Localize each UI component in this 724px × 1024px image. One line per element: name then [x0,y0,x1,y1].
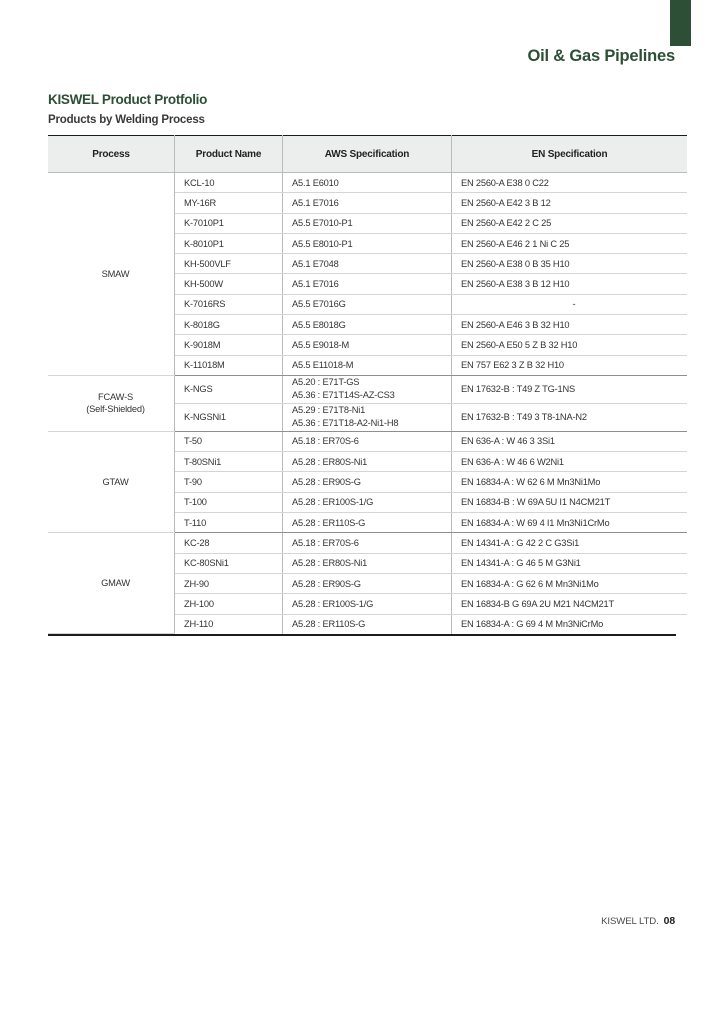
product-name-cell: T-90 [175,472,283,492]
en-specification-cell: EN 14341-A : G 42 2 C G3Si1 [452,533,688,553]
column-header-aws: AWS Specification [283,136,452,173]
product-name-cell: KH-500VLF [175,254,283,274]
aws-specification-cell: A5.5 E8018G [283,315,452,335]
aws-specification-cell: A5.28 : ER80S-Ni1 [283,553,452,573]
table-row [48,173,687,193]
aws-specification-cell: A5.5 E7016G [283,294,452,314]
aws-specification-cell: A5.28 : ER100S-1/G [283,492,452,512]
aws-specification-cell: A5.1 E6010 [283,173,452,193]
product-name-cell: T-50 [175,431,283,451]
product-name-cell: K-7016RS [175,294,283,314]
aws-specification-cell: A5.28 : ER110S-G [283,614,452,634]
aws-specification-cell: A5.5 E8010-P1 [283,233,452,253]
page-header [0,0,724,80]
product-name-cell: T-110 [175,513,283,533]
en-specification-cell: EN 2560-A E38 0 B 35 H10 [452,254,688,274]
product-name-cell: K-9018M [175,335,283,355]
section-subtitle: Products by Welding Process [48,114,205,126]
process-label: GMAW [101,578,130,589]
en-specification-cell: EN 16834-A : W 69 4 I1 Mn3Ni1CrMo [452,513,688,533]
product-name-cell: KCL-10 [175,173,283,193]
en-specification-cell: EN 16834-A : W 62 6 M Mn3Ni1Mo [452,472,688,492]
en-specification-cell: EN 16834-A : G 62 6 M Mn3Ni1Mo [452,573,688,593]
en-specification-cell: EN 2560-A E38 0 C22 [452,173,688,193]
table-head [48,136,687,173]
en-specification-cell: EN 757 E62 3 Z B 32 H10 [452,355,688,375]
page-title: Oil & Gas Pipelines [527,47,675,65]
en-specification-cell: - [452,294,688,314]
product-name-cell: T-80SNi1 [175,452,283,472]
en-specification-cell: EN 14341-A : G 46 5 M G3Ni1 [452,553,688,573]
product-name-cell: ZH-90 [175,573,283,593]
en-specification-cell: EN 2560-A E42 3 B 12 [452,193,688,213]
en-specification-cell: EN 17632-B : T49 Z TG-1NS [452,375,688,403]
table-row [48,375,687,403]
product-name-cell: K-8010P1 [175,233,283,253]
en-specification-cell: EN 2560-A E46 2 1 Ni C 25 [452,233,688,253]
product-name-cell: K-7010P1 [175,213,283,233]
table-header-row [48,136,687,173]
aws-specification-cell: A5.28 : ER80S-Ni1 [283,452,452,472]
aws-specification-cell: A5.28 : ER100S-1/G [283,594,452,614]
process-cell [48,375,175,431]
aws-specification-cell: A5.5 E7010-P1 [283,213,452,233]
en-specification-cell: EN 636-A : W 46 3 3Si1 [452,431,688,451]
page-footer [0,916,675,927]
corner-accent-tab [670,0,691,46]
product-name-cell: KC-80SNi1 [175,553,283,573]
footer-company: KISWEL LTD. [601,916,659,927]
product-name-cell: KC-28 [175,533,283,553]
product-name-cell: T-100 [175,492,283,512]
process-label: FCAW-S [98,391,133,402]
footer-page-number: 08 [663,916,675,927]
process-label: GTAW [102,476,129,487]
product-name-cell: ZH-110 [175,614,283,634]
process-cell [48,431,175,532]
en-specification-cell: EN 636-A : W 46 6 W2Ni1 [452,452,688,472]
table-row [48,533,687,553]
en-specification-cell: EN 16834-B : W 69A 5U I1 N4CM21T [452,492,688,512]
aws-specification-cell: A5.20 : E71T-GS A5.36 : E71T14S-AZ-CS3 [283,375,452,403]
aws-specification-cell: A5.1 E7016 [283,274,452,294]
aws-specification-cell: A5.28 : ER110S-G [283,513,452,533]
table-row [48,431,687,451]
process-cell [48,173,175,376]
aws-specification-cell: A5.28 : ER90S-G [283,573,452,593]
process-label: SMAW [101,268,130,279]
column-header-product: Product Name [175,136,283,173]
product-name-cell: MY-16R [175,193,283,213]
column-header-process: Process [48,136,175,173]
aws-specification-cell: A5.1 E7016 [283,193,452,213]
aws-specification-cell: A5.18 : ER70S-6 [283,431,452,451]
product-name-cell: K-8018G [175,315,283,335]
aws-specification-cell: A5.5 E11018-M [283,355,452,375]
en-specification-cell: EN 2560-A E38 3 B 12 H10 [452,274,688,294]
en-specification-cell: EN 2560-A E46 3 B 32 H10 [452,315,688,335]
product-name-cell: ZH-100 [175,594,283,614]
process-cell [48,533,175,634]
table-body [48,173,687,634]
product-name-cell: K-11018M [175,355,283,375]
product-portfolio-table [48,135,687,634]
en-specification-cell: EN 16834-B G 69A 2U M21 N4CM21T [452,594,688,614]
en-specification-cell: EN 17632-B : T49 3 T8-1NA-N2 [452,403,688,431]
product-name-cell: KH-500W [175,274,283,294]
en-specification-cell: EN 2560-A E50 5 Z B 32 H10 [452,335,688,355]
en-specification-cell: EN 2560-A E42 2 C 25 [452,213,688,233]
table-bottom-rule [48,634,676,636]
aws-specification-cell: A5.29 : E71T8-Ni1 A5.36 : E71T18-A2-Ni1-H8 [283,403,452,431]
aws-specification-cell: A5.18 : ER70S-6 [283,533,452,553]
en-specification-cell: EN 16834-A : G 69 4 M Mn3NiCrMo [461,619,604,630]
section-title: KISWEL Product Protfolio [48,92,208,107]
product-name-cell: K-NGSNi1 [175,403,283,431]
column-header-en: EN Specification [452,136,688,173]
page-content [0,92,724,636]
product-name-cell: K-NGS [175,375,283,403]
aws-specification-cell: A5.1 E7048 [283,254,452,274]
process-sublabel: (Self-Shielded) [86,404,145,415]
aws-specification-cell: A5.28 : ER90S-G [283,472,452,492]
aws-specification-cell: A5.5 E9018-M [283,335,452,355]
